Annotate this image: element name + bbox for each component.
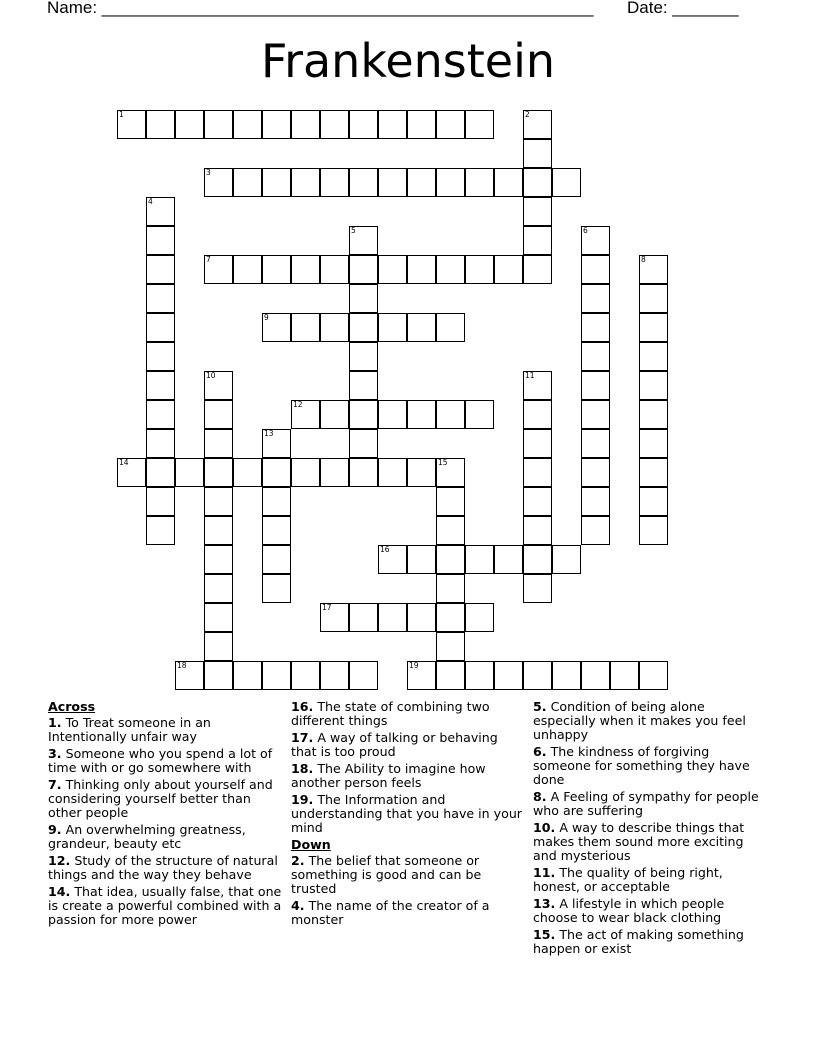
grid-cell[interactable] xyxy=(233,661,262,690)
clue-text: Study of the structure of natural things and the way they behave xyxy=(48,853,278,882)
grid-cell[interactable] xyxy=(581,487,610,516)
grid-cell[interactable] xyxy=(349,458,378,487)
name-field-label: Name: ____________________________________________________ xyxy=(47,0,594,17)
grid-cell[interactable] xyxy=(146,255,175,284)
grid-cell[interactable] xyxy=(262,661,291,690)
grid-cell[interactable] xyxy=(465,400,494,429)
grid-cell[interactable] xyxy=(378,255,407,284)
clue-text: A way of talking or behaving that is too proud xyxy=(291,730,498,759)
grid-cell[interactable] xyxy=(639,400,668,429)
grid-cell[interactable] xyxy=(639,371,668,400)
grid-cell[interactable] xyxy=(581,226,610,255)
page-title: Frankenstein xyxy=(260,34,556,88)
clue-text: To Treat someone in an Intentionally unfair way xyxy=(48,715,211,744)
grid-cell[interactable] xyxy=(523,371,552,400)
grid-cell[interactable] xyxy=(581,516,610,545)
grid-cell[interactable] xyxy=(581,255,610,284)
grid-cell[interactable] xyxy=(349,661,378,690)
grid-cell[interactable] xyxy=(610,661,639,690)
grid-cell[interactable] xyxy=(552,545,581,574)
grid-cell[interactable] xyxy=(581,661,610,690)
clue-item xyxy=(533,821,769,863)
grid-cell[interactable] xyxy=(175,458,204,487)
clue-number: 8 xyxy=(641,255,646,264)
clue-number: 9 xyxy=(264,313,269,322)
grid-cell[interactable] xyxy=(436,661,465,690)
down-heading: Down xyxy=(291,837,331,852)
clue-number: 1 xyxy=(119,110,124,119)
grid-cell[interactable] xyxy=(407,603,436,632)
clue-item xyxy=(48,885,284,927)
grid-cell[interactable] xyxy=(349,429,378,458)
grid-cell[interactable] xyxy=(291,313,320,342)
clue-number-label: 14. xyxy=(48,884,71,899)
grid-cell[interactable] xyxy=(320,603,349,632)
grid-cell[interactable] xyxy=(407,400,436,429)
grid-cell[interactable] xyxy=(581,371,610,400)
clue-number-label: 3. xyxy=(48,746,62,761)
clue-number: 7 xyxy=(206,255,211,264)
grid-cell[interactable] xyxy=(291,255,320,284)
grid-cell[interactable] xyxy=(262,458,291,487)
across-heading: Across xyxy=(48,699,96,714)
grid-cell[interactable] xyxy=(465,110,494,139)
clue-item xyxy=(48,747,284,775)
clue-number-label: 19. xyxy=(291,792,314,807)
grid-cell[interactable] xyxy=(320,110,349,139)
clue-number-label: 18. xyxy=(291,761,314,776)
grid-cell[interactable] xyxy=(639,429,668,458)
grid-cell[interactable] xyxy=(465,545,494,574)
grid-cell[interactable] xyxy=(436,168,465,197)
grid-cell[interactable] xyxy=(465,661,494,690)
grid-cell[interactable] xyxy=(146,110,175,139)
clue-number: 12 xyxy=(293,400,303,409)
grid-cell[interactable] xyxy=(204,632,233,661)
clue-number: 13 xyxy=(264,429,274,438)
clue-text: A way to describe things that makes them sound more exciting and mysterious xyxy=(533,820,745,863)
grid-cell[interactable] xyxy=(378,313,407,342)
grid-cell[interactable] xyxy=(146,342,175,371)
grid-cell[interactable] xyxy=(523,574,552,603)
grid-cell[interactable] xyxy=(349,255,378,284)
clue-item xyxy=(291,899,527,927)
clue-text: Someone who you spend a lot of time with or go somewhere with xyxy=(48,746,273,775)
clue-text: The state of combining two different things xyxy=(291,699,490,728)
grid-cell[interactable] xyxy=(581,313,610,342)
grid-cell[interactable] xyxy=(146,226,175,255)
grid-cell[interactable] xyxy=(117,458,146,487)
grid-cell[interactable] xyxy=(320,400,349,429)
clue-item xyxy=(291,762,527,790)
grid-cell[interactable] xyxy=(349,168,378,197)
grid-cell[interactable] xyxy=(262,110,291,139)
grid-cell[interactable] xyxy=(349,603,378,632)
grid-cell[interactable] xyxy=(146,458,175,487)
clue-number: 17 xyxy=(322,603,332,612)
clues-column-3 xyxy=(533,700,769,959)
clue-number: 18 xyxy=(177,661,187,670)
clue-text: Condition of being alone especially when it makes you feel unhappy xyxy=(533,699,746,742)
grid-cell[interactable] xyxy=(552,661,581,690)
clue-text: The quality of being right, honest, or acceptable xyxy=(533,865,723,894)
grid-cell[interactable] xyxy=(146,429,175,458)
grid-cell[interactable] xyxy=(204,516,233,545)
grid-cell[interactable] xyxy=(523,545,552,574)
grid-cell[interactable] xyxy=(581,284,610,313)
grid-cell[interactable] xyxy=(349,342,378,371)
grid-cell[interactable] xyxy=(204,661,233,690)
grid-cell[interactable] xyxy=(262,168,291,197)
grid-cell[interactable] xyxy=(204,429,233,458)
grid-cell[interactable] xyxy=(436,255,465,284)
clue-item xyxy=(533,928,769,956)
grid-cell[interactable] xyxy=(320,661,349,690)
grid-cell[interactable] xyxy=(204,603,233,632)
grid-cell[interactable] xyxy=(523,487,552,516)
grid-cell[interactable] xyxy=(262,516,291,545)
grid-cell[interactable] xyxy=(639,487,668,516)
grid-cell[interactable] xyxy=(407,168,436,197)
grid-cell[interactable] xyxy=(262,487,291,516)
clue-number-label: 7. xyxy=(48,777,62,792)
grid-cell[interactable] xyxy=(175,661,204,690)
grid-cell[interactable] xyxy=(436,516,465,545)
clue-item xyxy=(48,823,284,851)
grid-cell[interactable] xyxy=(204,400,233,429)
grid-cell[interactable] xyxy=(523,226,552,255)
grid-cell[interactable] xyxy=(204,487,233,516)
clue-text: The kindness of forgiving someone for something they have done xyxy=(533,744,750,787)
clue-number: 16 xyxy=(380,545,390,554)
grid-cell[interactable] xyxy=(175,110,204,139)
grid-cell[interactable] xyxy=(349,226,378,255)
grid-cell[interactable] xyxy=(523,429,552,458)
clue-number-label: 9. xyxy=(48,822,62,837)
grid-cell[interactable] xyxy=(436,545,465,574)
grid-cell[interactable] xyxy=(639,342,668,371)
grid-cell[interactable] xyxy=(639,661,668,690)
across-clue-list xyxy=(48,716,284,927)
grid-cell[interactable] xyxy=(639,284,668,313)
grid-cell[interactable] xyxy=(494,661,523,690)
grid-cell[interactable] xyxy=(552,168,581,197)
grid-cell[interactable] xyxy=(494,545,523,574)
clue-number: 19 xyxy=(409,661,419,670)
clue-number-label: 2. xyxy=(291,853,305,868)
grid-cell[interactable] xyxy=(523,168,552,197)
grid-cell[interactable] xyxy=(349,284,378,313)
grid-cell[interactable] xyxy=(146,371,175,400)
clue-text: The Information and understanding that you have in your mind xyxy=(291,792,522,835)
clue-number-label: 5. xyxy=(533,699,547,714)
clue-text: The Ability to imagine how another person feels xyxy=(291,761,486,790)
grid-cell[interactable] xyxy=(320,458,349,487)
grid-cell[interactable] xyxy=(436,574,465,603)
grid-cell[interactable] xyxy=(523,110,552,139)
grid-cell[interactable] xyxy=(378,110,407,139)
grid-cell[interactable] xyxy=(349,110,378,139)
grid-cell[interactable] xyxy=(204,255,233,284)
grid-cell[interactable] xyxy=(523,197,552,226)
grid-cell[interactable] xyxy=(581,458,610,487)
grid-cell[interactable] xyxy=(204,371,233,400)
down-clue-list xyxy=(291,854,527,927)
grid-cell[interactable] xyxy=(146,487,175,516)
clue-text: The act of making something happen or exist xyxy=(533,927,744,956)
grid-cell[interactable] xyxy=(233,110,262,139)
grid-cell[interactable] xyxy=(146,197,175,226)
grid-cell[interactable] xyxy=(639,313,668,342)
grid-cell[interactable] xyxy=(262,545,291,574)
date-field-label: Date: _______ xyxy=(627,0,739,17)
grid-cell[interactable] xyxy=(320,313,349,342)
clue-number: 14 xyxy=(119,458,129,467)
clue-number-label: 16. xyxy=(291,699,314,714)
grid-cell[interactable] xyxy=(639,516,668,545)
clue-number: 2 xyxy=(525,110,530,119)
grid-cell[interactable] xyxy=(146,284,175,313)
clue-item xyxy=(48,778,284,820)
clue-text: The belief that someone or something is good and can be trusted xyxy=(291,853,482,896)
clue-text: An overwhelming greatness, grandeur, beauty etc xyxy=(48,822,246,851)
grid-cell[interactable] xyxy=(523,400,552,429)
grid-cell[interactable] xyxy=(436,487,465,516)
grid-cell[interactable] xyxy=(378,458,407,487)
grid-cell[interactable] xyxy=(146,313,175,342)
grid-cell[interactable] xyxy=(436,603,465,632)
grid-cell[interactable] xyxy=(262,429,291,458)
grid-cell[interactable] xyxy=(146,400,175,429)
grid-cell[interactable] xyxy=(639,255,668,284)
clue-item xyxy=(48,854,284,882)
clue-text: Thinking only about yourself and considering yourself better than other people xyxy=(48,777,273,820)
grid-cell[interactable] xyxy=(349,313,378,342)
grid-cell[interactable] xyxy=(291,400,320,429)
clue-item xyxy=(533,700,769,742)
grid-cell[interactable] xyxy=(523,516,552,545)
clue-number: 6 xyxy=(583,226,588,235)
clue-text: A lifestyle in which people choose to wear black clothing xyxy=(533,896,725,925)
grid-cell[interactable] xyxy=(262,255,291,284)
clue-number-label: 4. xyxy=(291,898,305,913)
clue-number-label: 12. xyxy=(48,853,71,868)
grid-cell[interactable] xyxy=(204,110,233,139)
grid-cell[interactable] xyxy=(378,603,407,632)
clue-number-label: 6. xyxy=(533,744,547,759)
grid-cell[interactable] xyxy=(407,255,436,284)
grid-cell[interactable] xyxy=(291,458,320,487)
clue-item xyxy=(533,790,769,818)
clue-number: 4 xyxy=(148,197,153,206)
grid-cell[interactable] xyxy=(639,458,668,487)
grid-cell[interactable] xyxy=(262,313,291,342)
clue-number: 15 xyxy=(438,458,448,467)
clue-text: A Feeling of sympathy for people who are suffering xyxy=(533,789,759,818)
grid-cell[interactable] xyxy=(233,255,262,284)
grid-cell[interactable] xyxy=(494,255,523,284)
clue-number-label: 11. xyxy=(533,865,556,880)
grid-cell[interactable] xyxy=(523,139,552,168)
clue-item xyxy=(533,866,769,894)
down-clue-list-continued xyxy=(533,700,769,956)
clue-item xyxy=(291,700,527,728)
grid-cell[interactable] xyxy=(233,458,262,487)
grid-cell[interactable] xyxy=(436,400,465,429)
grid-cell[interactable] xyxy=(117,110,146,139)
grid-cell[interactable] xyxy=(320,168,349,197)
grid-cell[interactable] xyxy=(407,545,436,574)
grid-cell[interactable] xyxy=(291,661,320,690)
clue-item xyxy=(291,731,527,759)
grid-cell[interactable] xyxy=(494,168,523,197)
grid-cell[interactable] xyxy=(407,661,436,690)
clue-number-label: 10. xyxy=(533,820,556,835)
clue-item xyxy=(533,897,769,925)
clues-column-2 xyxy=(291,700,527,930)
grid-cell[interactable] xyxy=(436,632,465,661)
grid-cell[interactable] xyxy=(436,313,465,342)
clue-number: 3 xyxy=(206,168,211,177)
grid-cell[interactable] xyxy=(204,458,233,487)
grid-cell[interactable] xyxy=(262,574,291,603)
clue-item xyxy=(291,854,527,896)
grid-cell[interactable] xyxy=(465,168,494,197)
grid-cell[interactable] xyxy=(378,400,407,429)
grid-cell[interactable] xyxy=(378,545,407,574)
clue-number-label: 1. xyxy=(48,715,62,730)
clue-text: That idea, usually false, that one is create a powerful combined with a passion for more power xyxy=(48,884,282,927)
clues-column-1 xyxy=(48,700,284,930)
grid-cell[interactable] xyxy=(436,458,465,487)
clue-number: 10 xyxy=(206,371,216,380)
clue-item xyxy=(48,716,284,744)
clue-number-label: 13. xyxy=(533,896,556,911)
grid-cell[interactable] xyxy=(581,429,610,458)
grid-cell[interactable] xyxy=(465,255,494,284)
clue-number-label: 15. xyxy=(533,927,556,942)
grid-cell[interactable] xyxy=(465,603,494,632)
grid-cell[interactable] xyxy=(291,168,320,197)
grid-cell[interactable] xyxy=(407,458,436,487)
clue-number-label: 17. xyxy=(291,730,314,745)
grid-cell[interactable] xyxy=(523,255,552,284)
grid-cell[interactable] xyxy=(523,458,552,487)
grid-cell[interactable] xyxy=(291,110,320,139)
grid-cell[interactable] xyxy=(436,110,465,139)
grid-cell[interactable] xyxy=(523,661,552,690)
across-clue-list-continued xyxy=(291,700,527,835)
grid-cell[interactable] xyxy=(233,168,262,197)
grid-cell[interactable] xyxy=(204,168,233,197)
clue-number-label: 8. xyxy=(533,789,547,804)
grid-cell[interactable] xyxy=(204,574,233,603)
grid-cell[interactable] xyxy=(349,371,378,400)
grid-cell[interactable] xyxy=(581,342,610,371)
clue-item xyxy=(533,745,769,787)
grid-cell[interactable] xyxy=(204,545,233,574)
grid-cell[interactable] xyxy=(320,255,349,284)
clue-number: 11 xyxy=(525,371,535,380)
grid-cell[interactable] xyxy=(378,168,407,197)
grid-cell[interactable] xyxy=(407,313,436,342)
grid-cell[interactable] xyxy=(407,110,436,139)
grid-cell[interactable] xyxy=(349,400,378,429)
grid-cell[interactable] xyxy=(581,400,610,429)
clue-text: The name of the creator of a monster xyxy=(291,898,490,927)
grid-cell[interactable] xyxy=(146,516,175,545)
clue-item xyxy=(291,793,527,835)
clue-number: 5 xyxy=(351,226,356,235)
